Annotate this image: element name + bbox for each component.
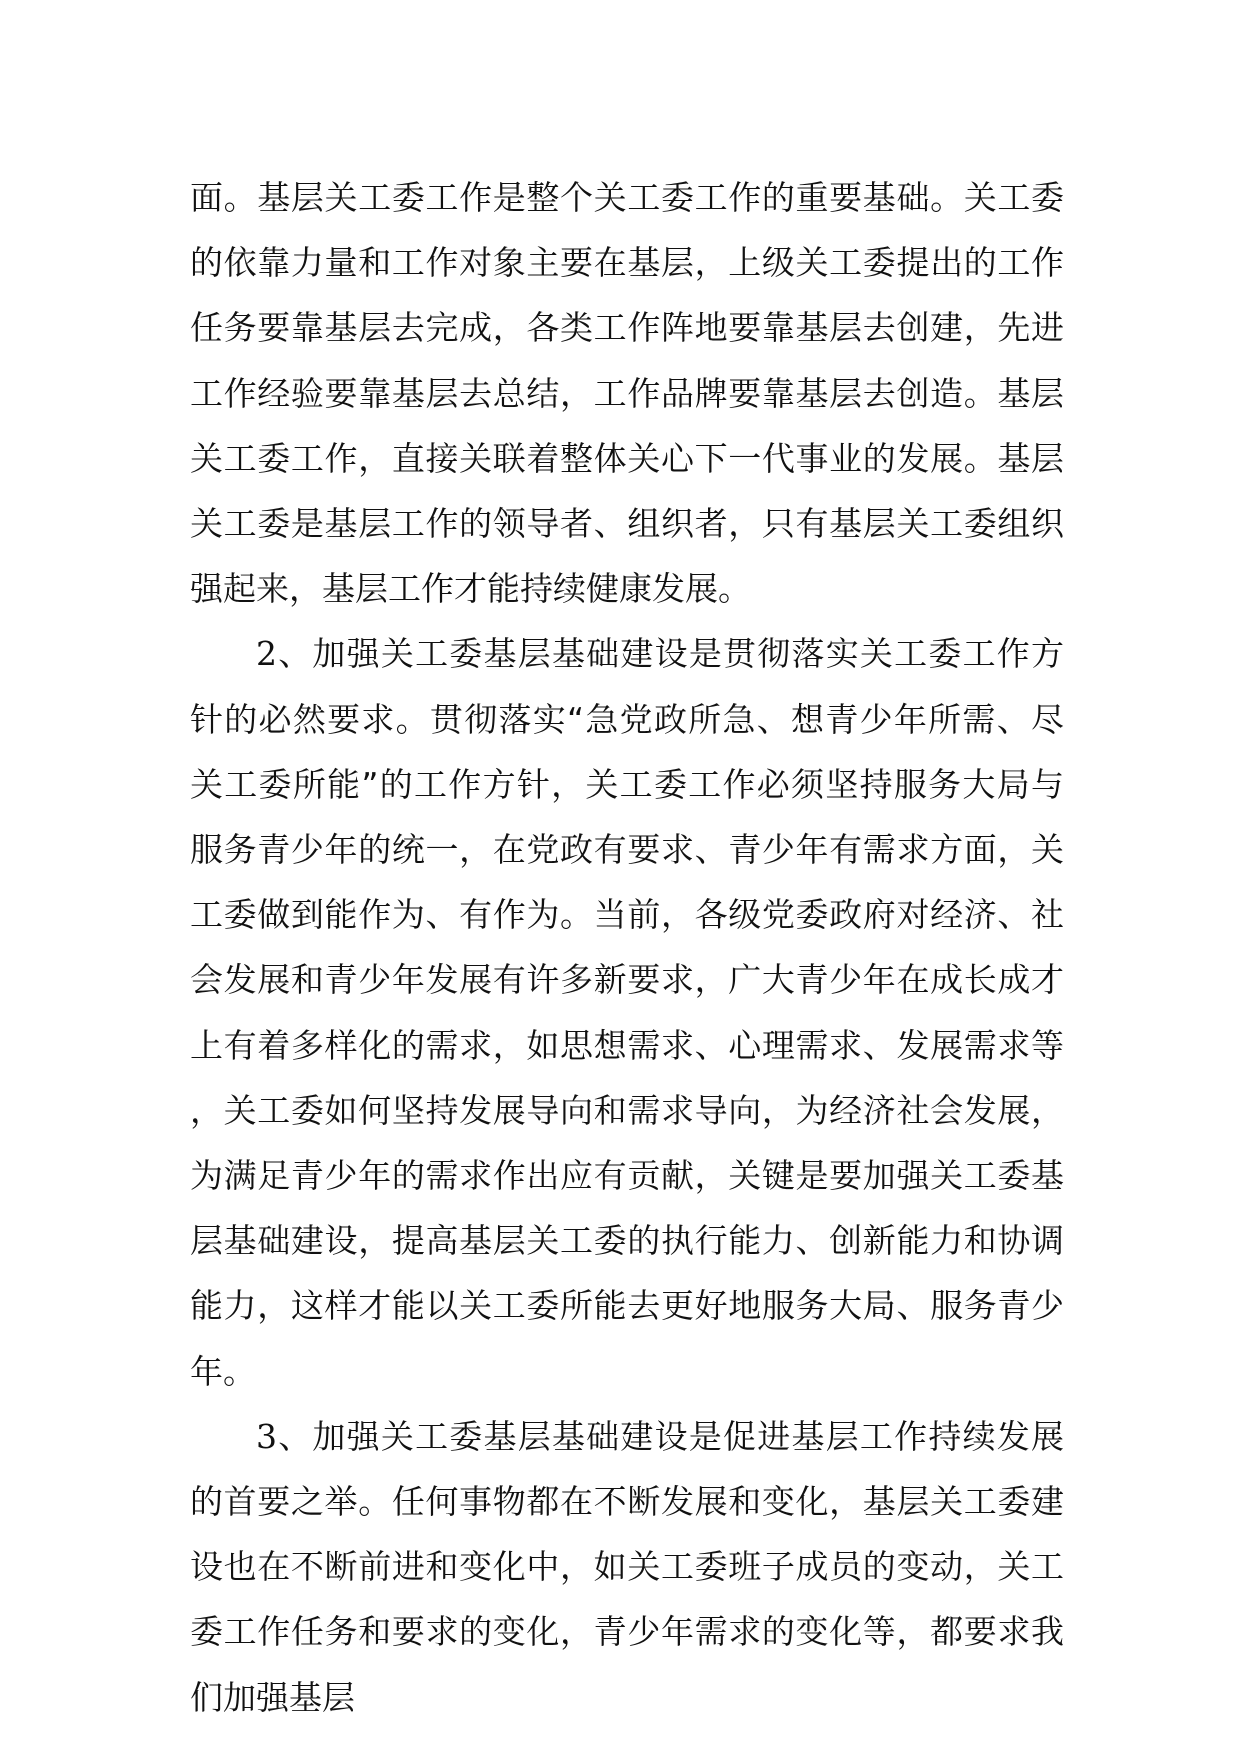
body-text	[190, 165, 1064, 1730]
paragraph-text: 面。基层关工委工作是整个关工委工作的重要基础。关工委的依靠力量和工作对象主要在基层，上级关工委提出的工作任务要靠基层去完成，各类工作阵地要靠基层去创建，先进工作经验要靠基层去总结，工作品牌要靠基层去创造。基层关工委工作，直接关联着整体关心下一代事业的发展。基层关工委是基层工作的领导者、组织者，只有基层关工委组织强起来，基层工作才能持续健康发展。	[190, 178, 1064, 609]
paragraph-text: 、加强关工委基层基础建设是贯彻落实关工委工作方针的必然要求。贯彻落实“急党政所急、想青少年所需、尽关工委所能”的工作方针，关工委工作必须坚持服务大局与服务青少年的统一，在党政有要求、青少年有需求方面，关工委做到能作为、有作为。当前，各级党委政府对经济、社会发展和青少年发展有许多新要求，广大青少年在成长成才上有着多样化的需求，如思想需求、心理需求、发展需求等，关工委如何坚持发展导向和需求导向，为经济社会发展，为满足青少年的需求作出应有贡献，关键是要加强关工委基层基础建设，提高基层关工委的执行能力、创新能力和协调能力，这样才能以关工委所能去更好地服务大局、服务青少年。	[190, 634, 1064, 1391]
paragraph-item-2	[190, 621, 1064, 1403]
item-number: 2	[256, 634, 277, 674]
item-number: 3	[256, 1416, 277, 1456]
paragraph-item-3	[190, 1404, 1064, 1730]
paragraph-continued	[190, 165, 1064, 621]
paragraph-text: 、加强关工委基层基础建设是促进基层工作持续发展的首要之举。任何事物都在不断发展和变化，基层关工委建设也在不断前进和变化中，如关工委班子成员的变动，关工委工作任务和要求的变化，青少年需求的变化等，都要求我们加强基层	[190, 1416, 1064, 1717]
